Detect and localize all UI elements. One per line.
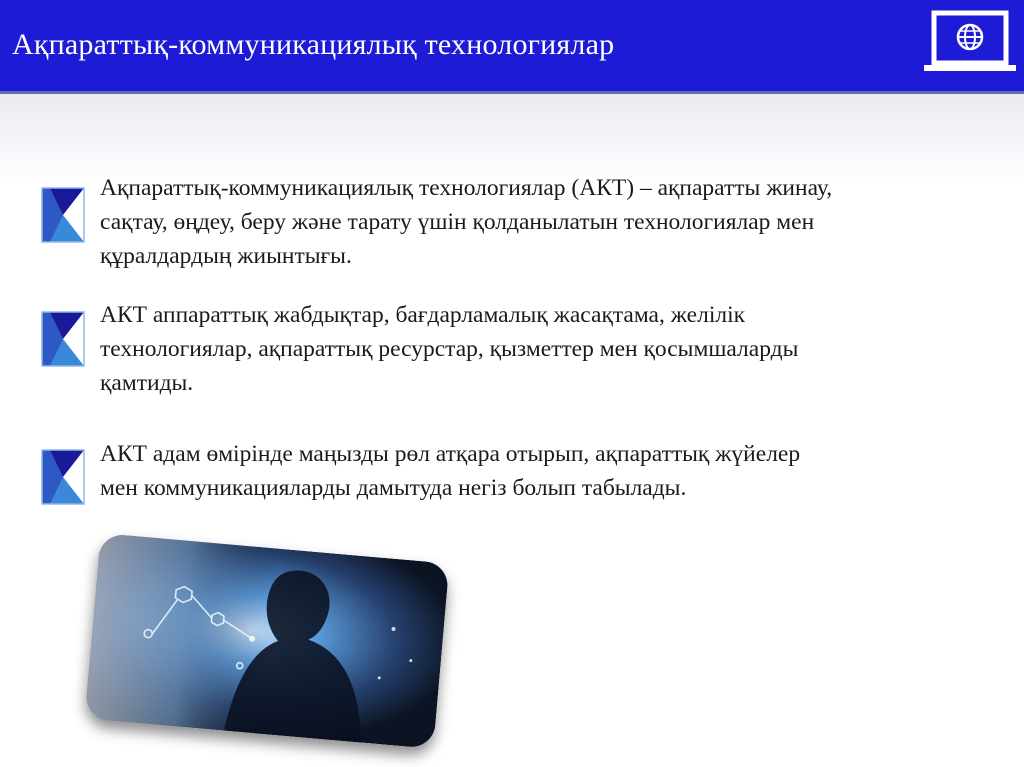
hourglass-bullet-icon xyxy=(40,448,86,506)
laptop-globe-icon xyxy=(920,10,1020,74)
technology-person-image xyxy=(85,533,450,749)
header-bar xyxy=(0,0,1024,94)
hourglass-bullet-icon xyxy=(40,186,86,244)
page-title: Ақпараттық-коммуникациялық технологиялар xyxy=(12,28,615,61)
bullet-text-3: АКТ адам өмірінде маңызды рөл атқара отырып, ақпараттық жүйелер мен коммуникацияларды дамытуда негіз болып табылады. xyxy=(100,441,801,501)
bullet-text-2: АКТ аппараттық жабдықтар, бағдарламалық жасақтама, желілік технологиялар, ақпараттық ресурстар, қызметтер мен қосымшаларды қамтиды. xyxy=(100,302,799,396)
hourglass-bullet-icon xyxy=(40,310,86,368)
bullet-text-1: Ақпараттық-коммуникациялық технологиялар (АКТ) – ақпаратты жинау, сақтау, өңдеу, беру және тарату үшін қолданылатын технологиялар мен құралдардың жиынтығы. xyxy=(100,175,833,269)
